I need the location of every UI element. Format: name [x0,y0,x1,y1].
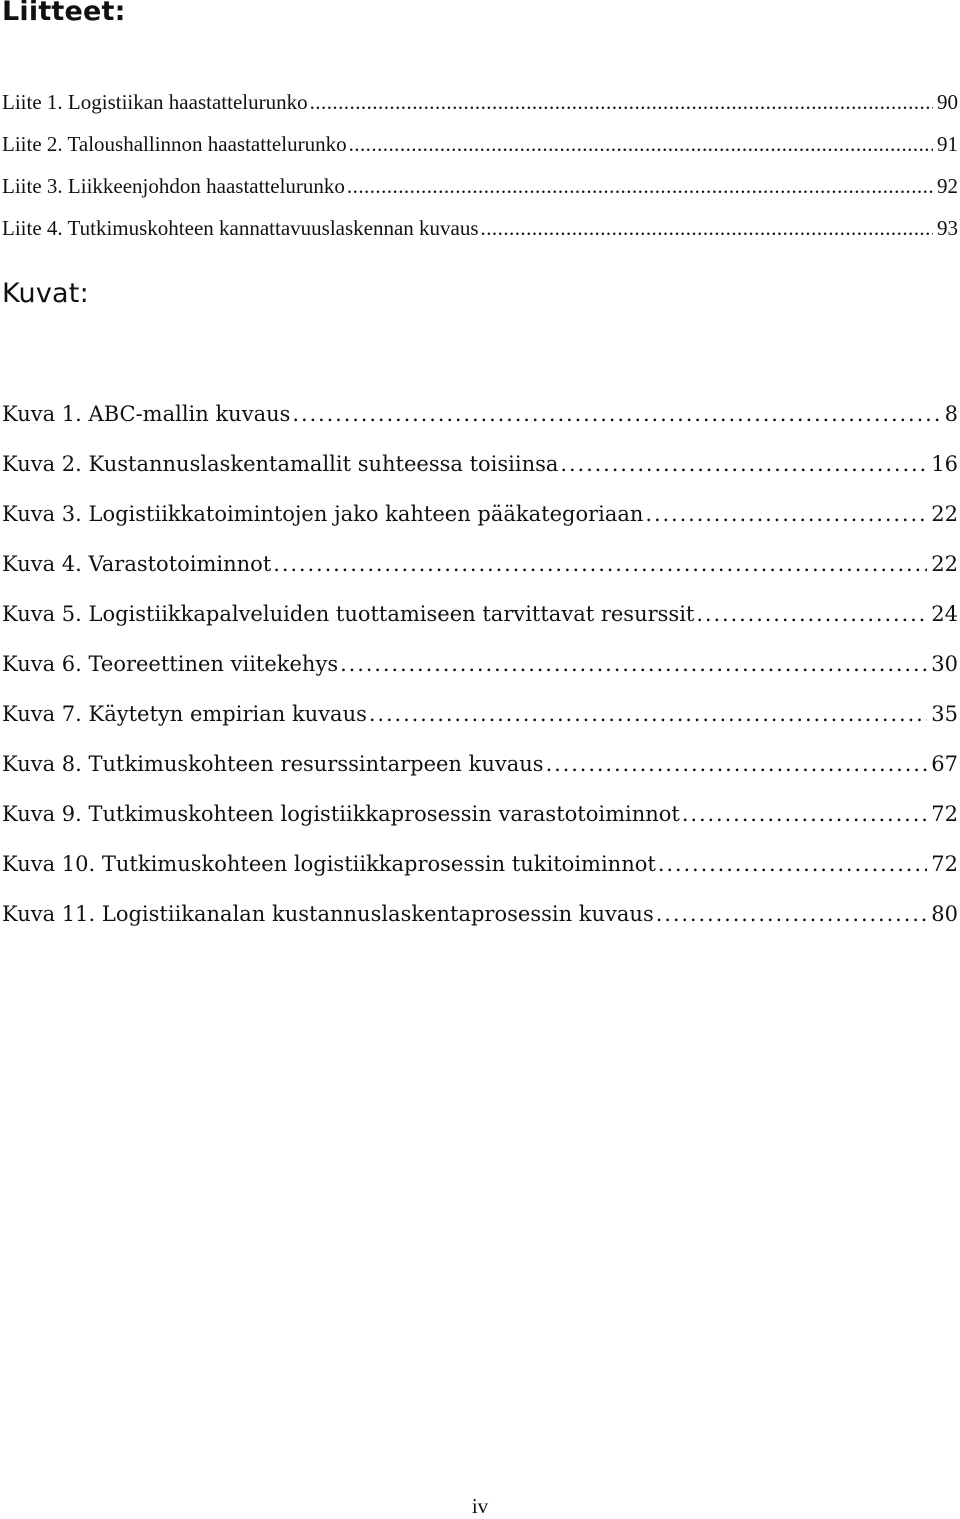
toc-entry-liite-2[interactable] [2,132,958,160]
toc-entry-page: 22 [931,502,958,526]
toc-entry-kuva-4[interactable] [2,552,958,582]
dot-leader [645,502,927,526]
toc-entry-page: 16 [931,452,958,476]
toc-entry-kuva-11[interactable] [2,902,958,932]
toc-entry-page: 72 [931,802,958,826]
toc-entry-label: Kuva 4. Varastotoiminnot [2,552,272,576]
dot-leader [656,902,928,926]
dot-leader [481,216,933,241]
toc-entry-label: Liite 1. Logistiikan haastattelurunko [2,90,308,114]
toc-entry-page: 67 [931,752,958,776]
toc-entry-label: Kuva 5. Logistiikkapalveluiden tuottamiseen tarvittavat resurssit [2,602,695,626]
toc-entry-page: 80 [931,902,958,926]
dot-leader [347,174,933,199]
liitteet-heading: Liitteet: [2,0,126,27]
toc-entry-page: 72 [931,852,958,876]
toc-entry-page: 22 [931,552,958,576]
toc-entry-label: Kuva 3. Logistiikkatoimintojen jako kahteen pääkategoriaan [2,502,644,526]
toc-entry-kuva-3[interactable] [2,502,958,532]
toc-entry-page: 35 [931,702,958,726]
toc-entry-label: Kuva 9. Tutkimuskohteen logistiikkaprosessin varastotoiminnot [2,802,680,826]
toc-entry-label: Kuva 6. Teoreettinen viitekehys [2,652,339,676]
toc-entry-kuva-10[interactable] [2,852,958,882]
toc-entry-label: Liite 3. Liikkeenjohdon haastattelurunko [2,174,345,198]
page-number: iv [471,1494,489,1518]
dot-leader [658,852,927,876]
toc-entry-page: 8 [944,402,958,426]
toc-entry-label: Kuva 7. Käytetyn empirian kuvaus [2,702,367,726]
toc-entry-page: 90 [937,90,958,114]
toc-entry-page: 91 [937,132,958,156]
toc-entry-page: 30 [931,652,958,676]
dot-leader [310,90,933,115]
toc-entry-kuva-7[interactable] [2,702,958,732]
toc-entry-label: Liite 4. Tutkimuskohteen kannattavuuslaskennan kuvaus [2,216,479,240]
dot-leader [349,132,933,157]
dot-leader [560,452,927,476]
kuvat-heading: Kuvat: [2,278,89,309]
toc-entry-kuva-1[interactable] [2,402,958,432]
toc-entry-kuva-9[interactable] [2,802,958,832]
dot-leader [273,552,927,576]
toc-entry-page: 93 [937,216,958,240]
toc-entry-liite-3[interactable] [2,174,958,202]
toc-entry-label: Kuva 8. Tutkimuskohteen resurssintarpeen kuvaus [2,752,544,776]
dot-leader [546,752,928,776]
dot-leader [682,802,927,826]
toc-entry-label: Kuva 10. Tutkimuskohteen logistiikkaprosessin tukitoiminnot [2,852,656,876]
toc-entry-label: Liite 2. Taloushallinnon haastattelurunko [2,132,347,156]
dot-leader [340,652,927,676]
toc-entry-kuva-5[interactable] [2,602,958,632]
toc-entry-liite-4[interactable] [2,216,958,244]
toc-entry-label: Kuva 11. Logistiikanalan kustannuslaskentaprosessin kuvaus [2,902,654,926]
toc-entry-label: Kuva 1. ABC-mallin kuvaus [2,402,291,426]
toc-entry-liite-1[interactable] [2,90,958,118]
toc-entry-page: 24 [931,602,958,626]
toc-entry-kuva-8[interactable] [2,752,958,782]
dot-leader [369,702,927,726]
toc-entry-kuva-6[interactable] [2,652,958,682]
toc-entry-label: Kuva 2. Kustannuslaskentamallit suhteessa toisiinsa [2,452,559,476]
toc-entry-kuva-2[interactable] [2,452,958,482]
toc-entry-page: 92 [937,174,958,198]
dot-leader [292,402,940,426]
dot-leader [696,602,927,626]
